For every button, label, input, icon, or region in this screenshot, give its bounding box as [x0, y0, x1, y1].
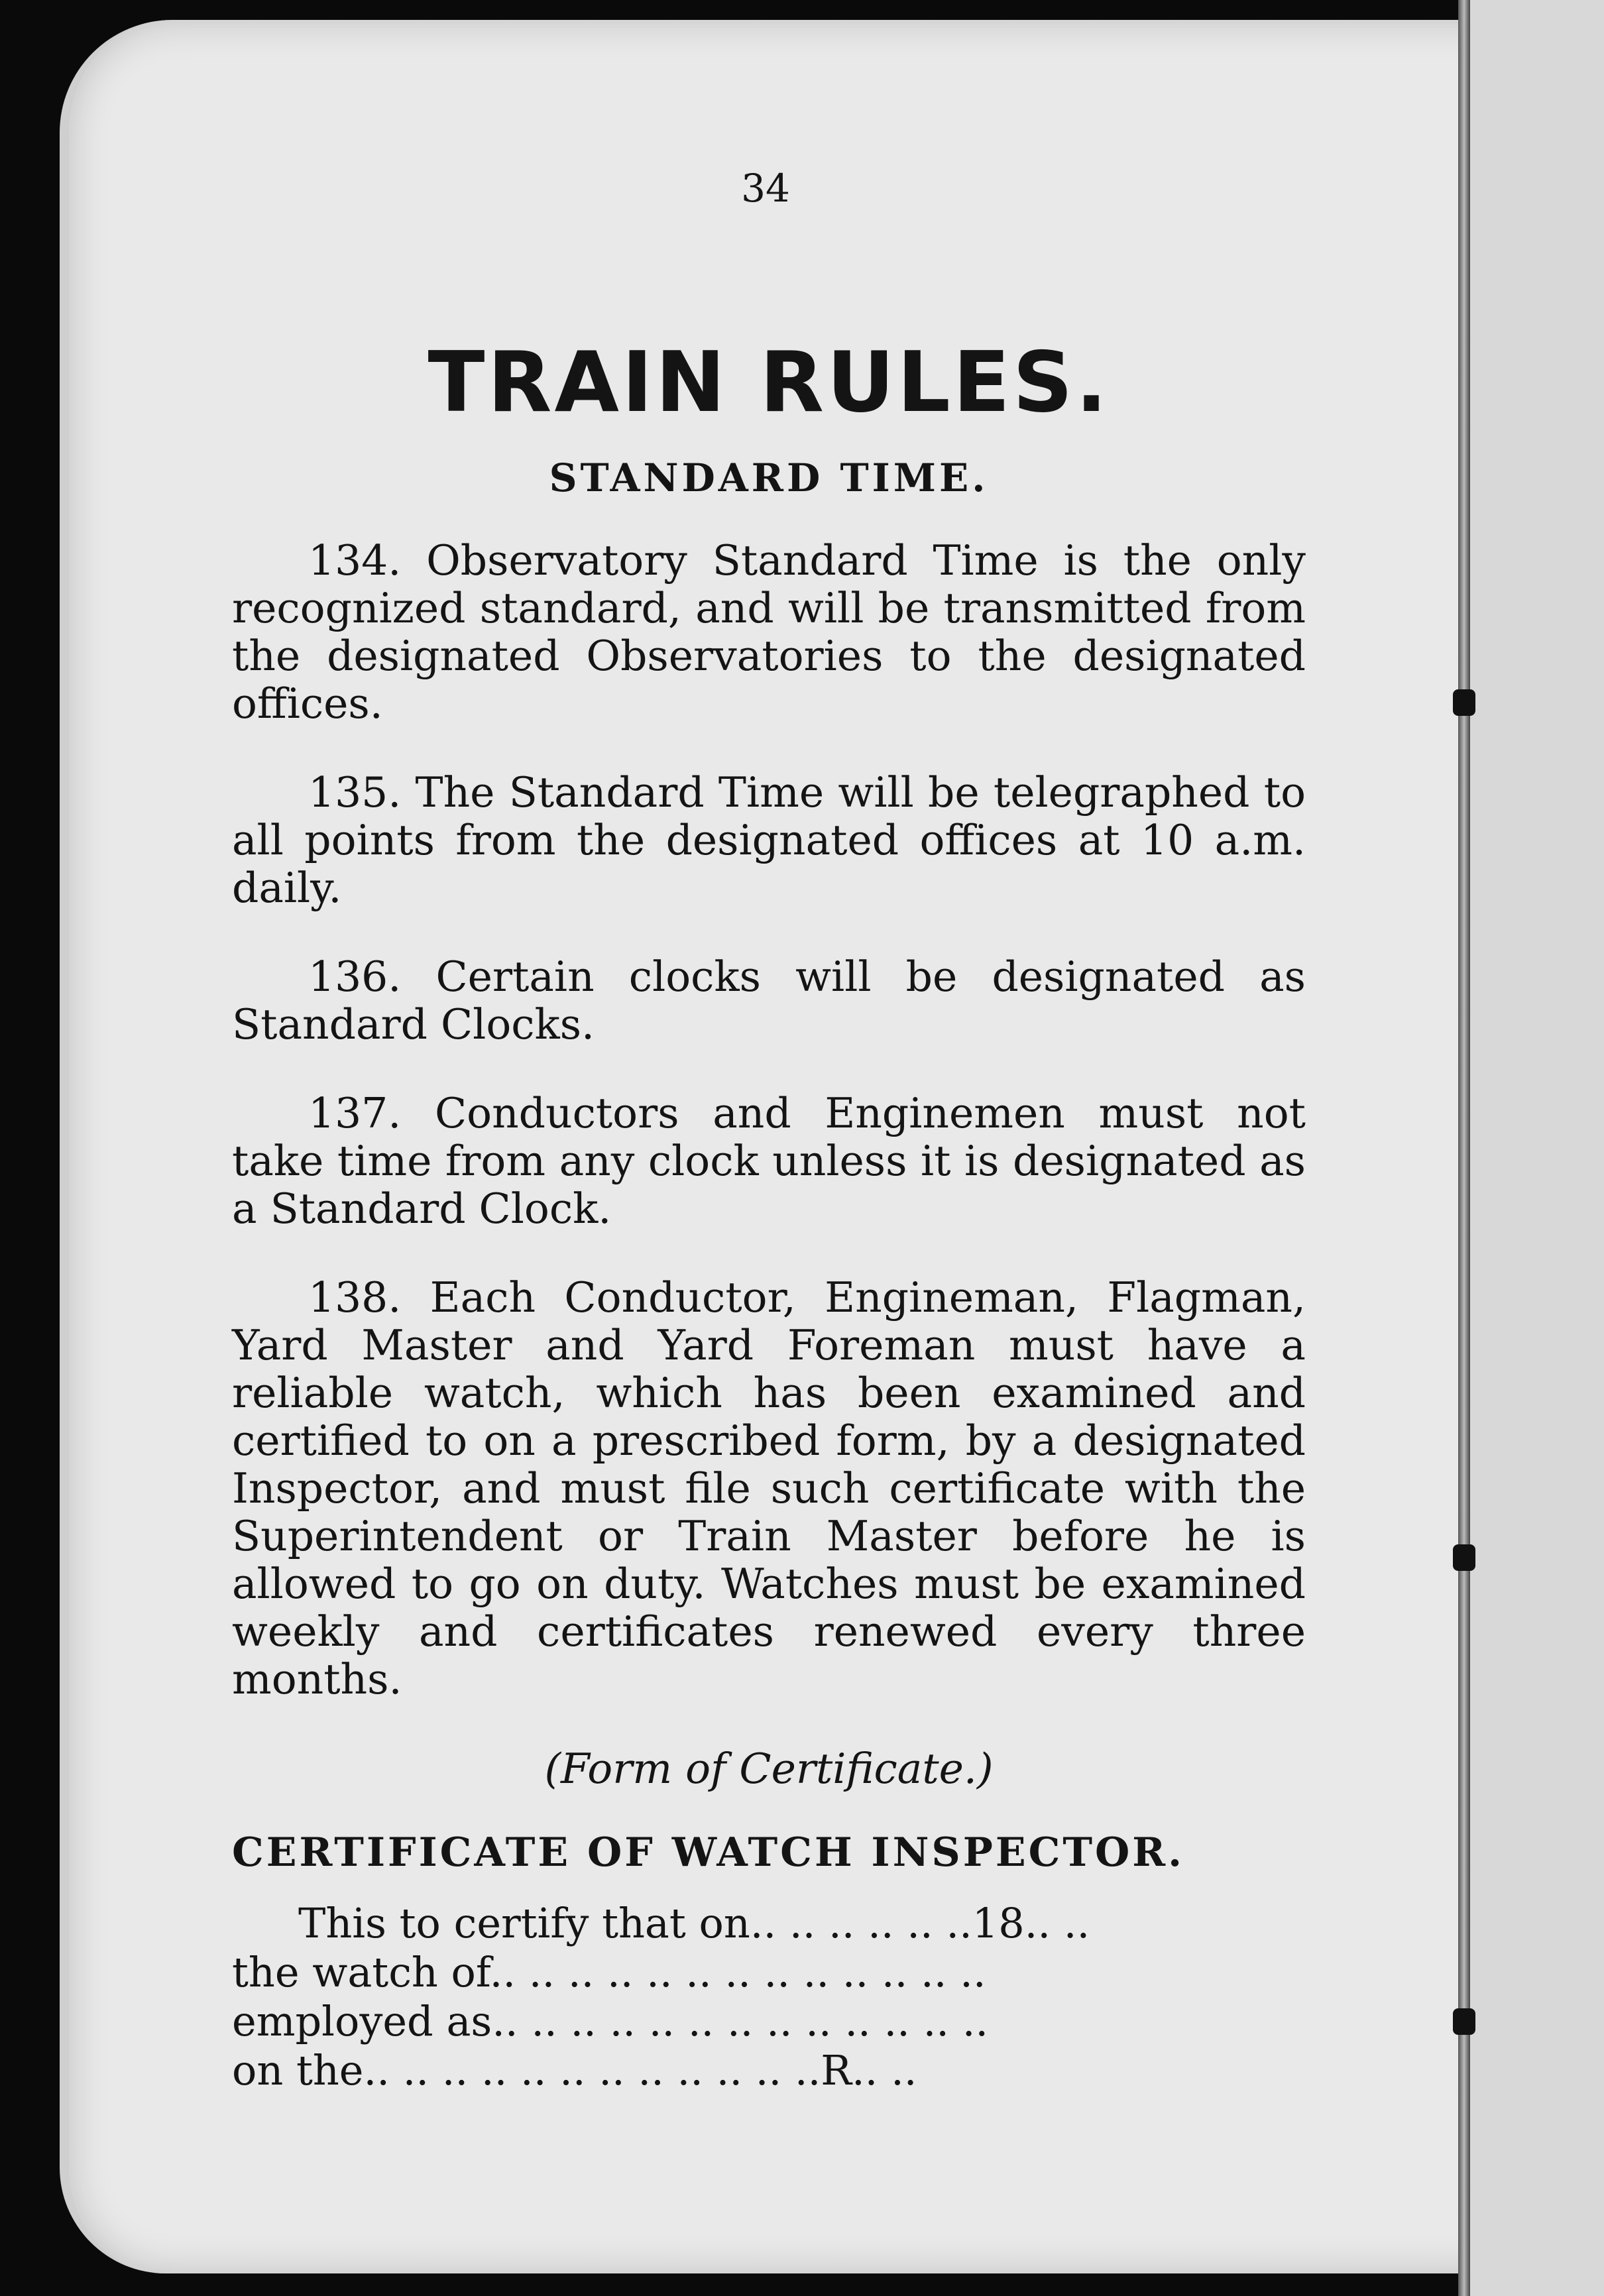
page-title: TRAIN RULES.: [428, 333, 1110, 431]
certificate-line-date: This to certify that on.. .. .. .. .. ..18.. ..: [298, 1898, 1090, 1947]
rule-134: 134. Observatory Standard Time is the only recognized standard, and will be transmitted from the designated Observatories to the designated offices.: [232, 536, 1306, 728]
rule-138: 138. Each Conductor, Engineman, Flagman, Yard Master and Yard Foreman must have a reliable watch, which has been examined and certified to on a prescribed form, by a designated Inspector, and must file such certificate with the Superintendent or Train Master before he is allowed to go on duty. Watches must be examined weekly and certificates renewed every three months.: [232, 1273, 1306, 1703]
binding-stitch: [1453, 689, 1475, 716]
certificate-line-watch-of: the watch of.. .. .. .. .. .. .. .. .. .. .. .. ..: [232, 1947, 986, 1996]
binding-stitch: [1453, 1544, 1475, 1571]
facing-page-edge: [1470, 0, 1604, 2296]
rule-137: 137. Conductors and Enginemen must not take time from any clock unless it is designated as a Standard Clock.: [232, 1088, 1306, 1233]
page-binding: [1458, 0, 1470, 2296]
rule-136: 136. Certain clocks will be designated as Standard Clocks.: [232, 952, 1306, 1049]
certificate-line-employed-as: employed as.. .. .. .. .. .. .. .. .. .. .. .. ..: [232, 1996, 989, 2045]
rule-135: 135. The Standard Time will be telegraphed to all points from the designated offices at 10 a.m. daily.: [232, 768, 1306, 912]
certificate-line-on-the: on the.. .. .. .. .. .. .. .. .. .. .. ..R.. ..: [232, 2045, 917, 2095]
section-heading: STANDARD TIME.: [549, 455, 989, 500]
page-content: [232, 166, 1306, 2095]
page-number: 34: [741, 166, 790, 211]
binding-stitch: [1453, 2008, 1475, 2035]
certificate-heading: CERTIFICATE OF WATCH INSPECTOR.: [232, 1829, 1185, 1876]
form-caption: (Form of Certificate.): [544, 1744, 994, 1793]
